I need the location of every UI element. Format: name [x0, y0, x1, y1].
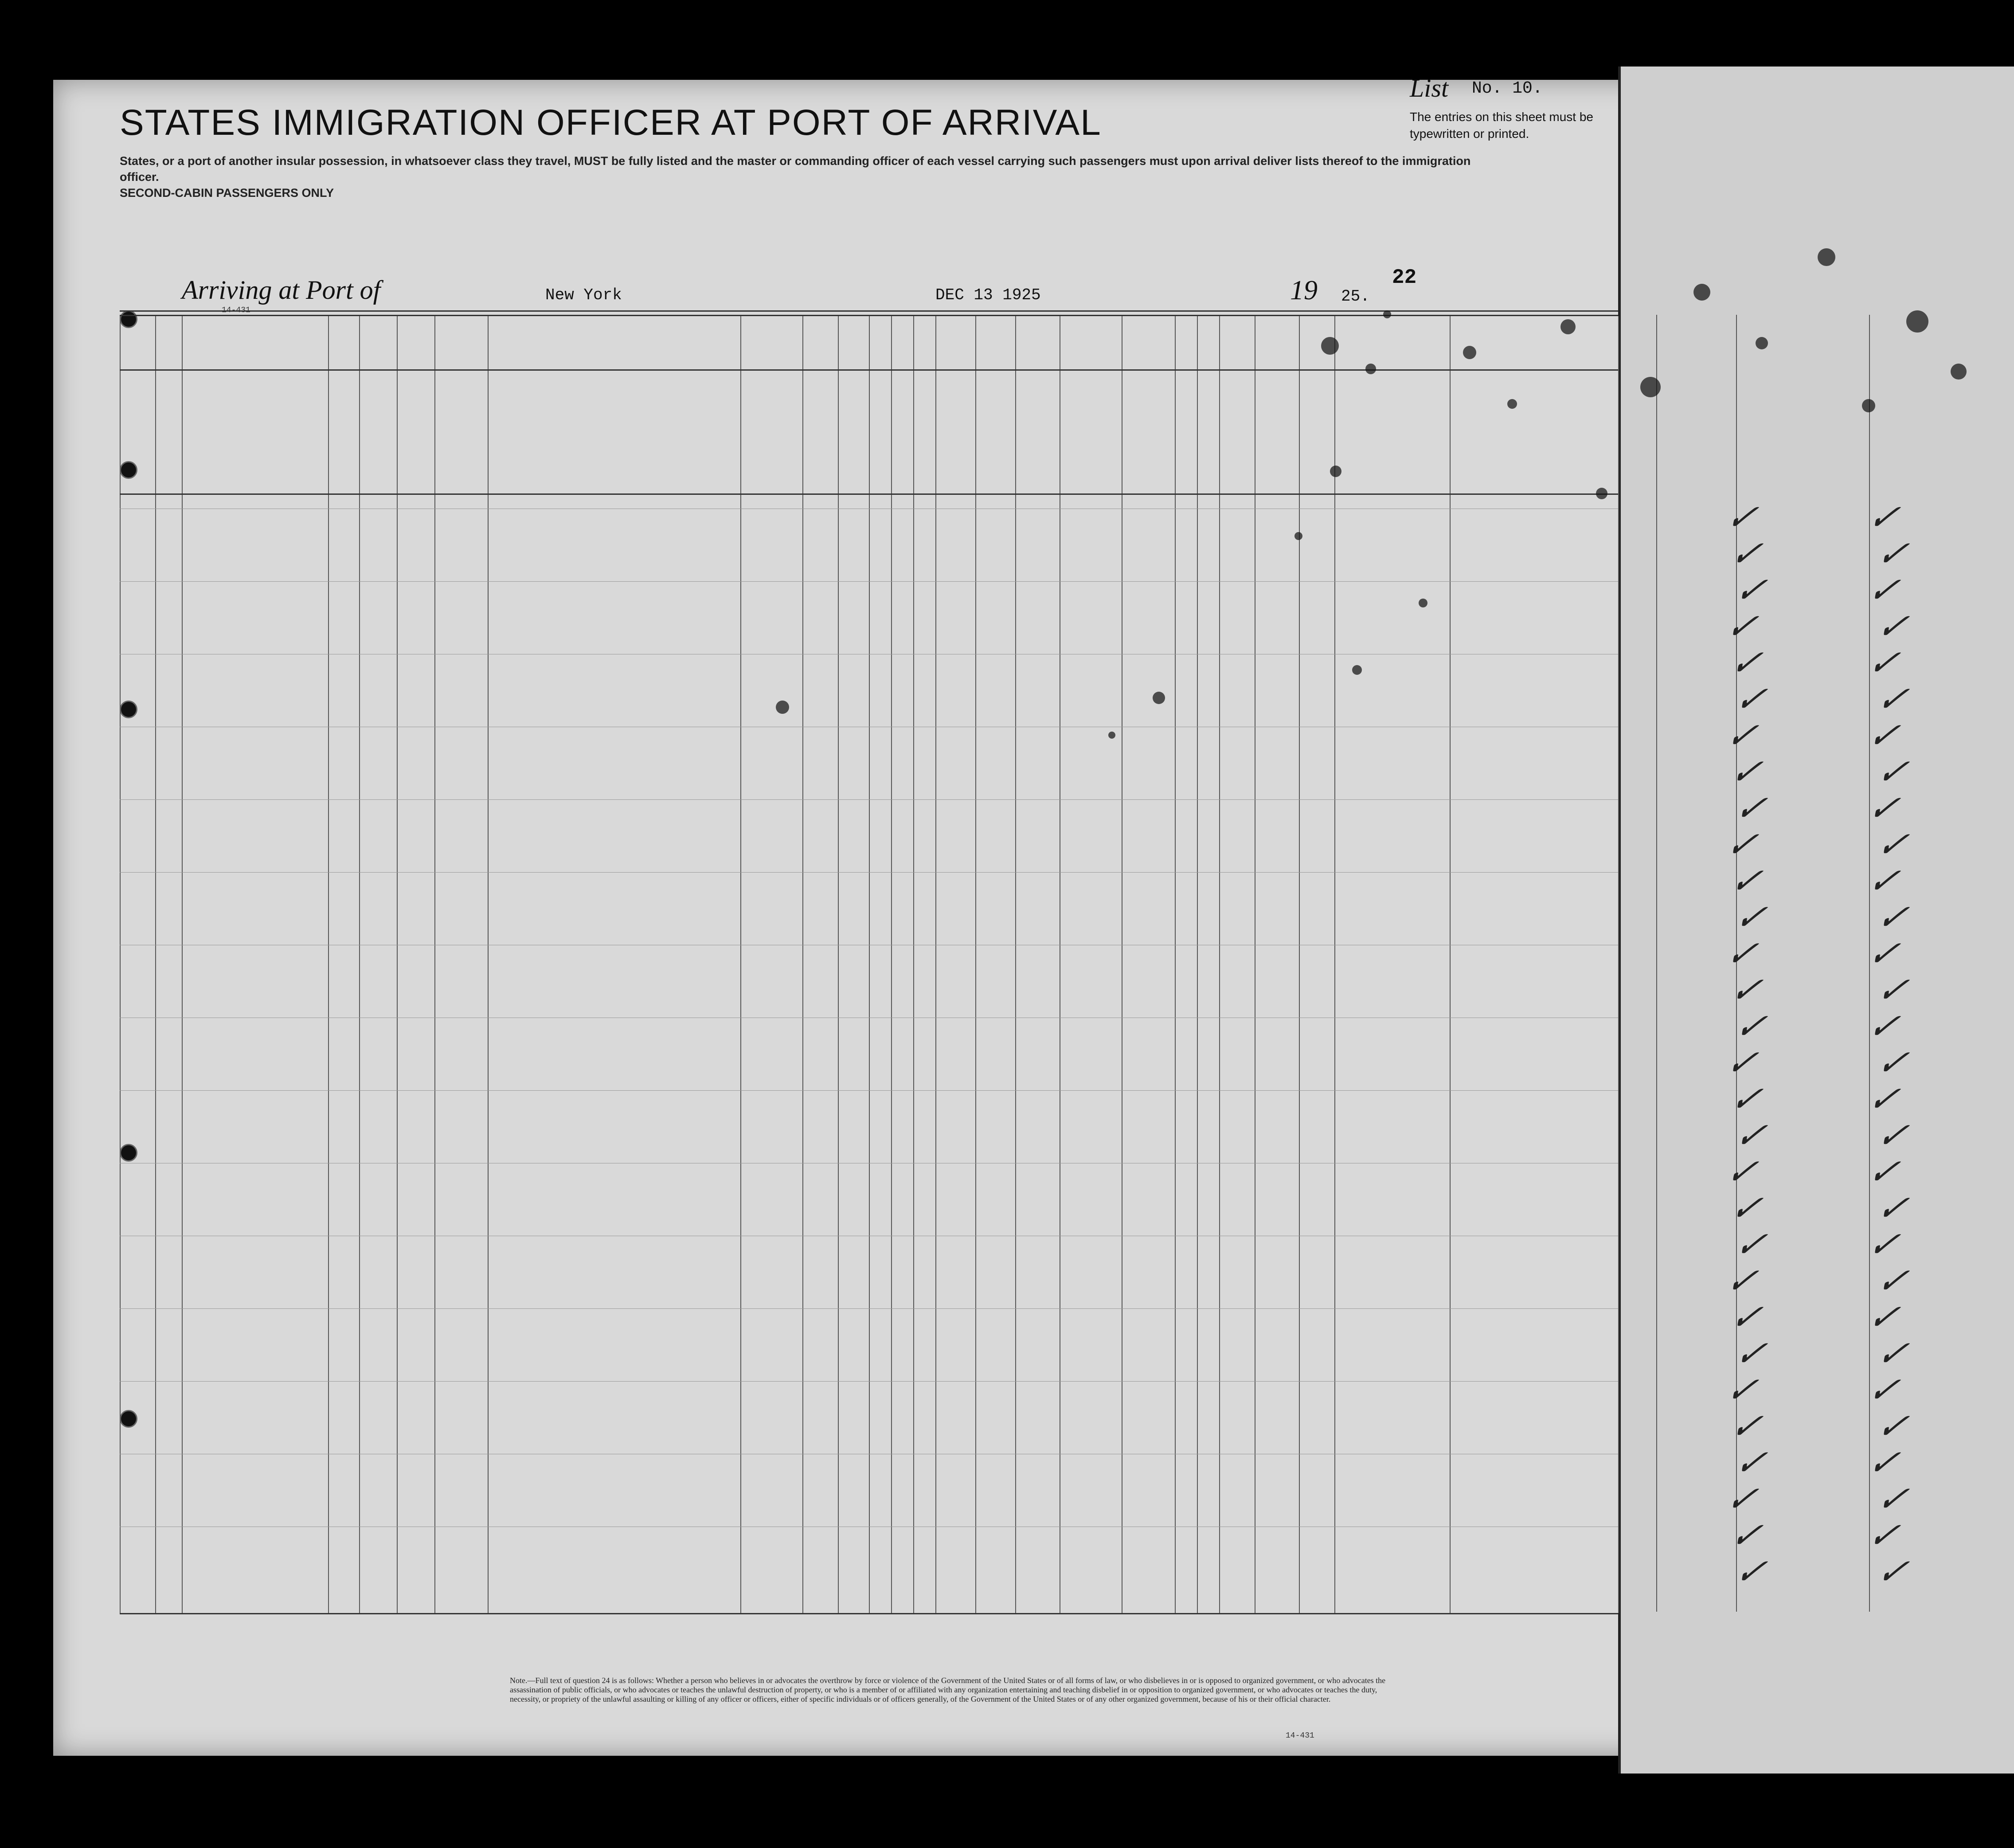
- column-divider: [328, 316, 329, 1613]
- row-rule: [120, 872, 1618, 873]
- ink-stain: [1862, 399, 1875, 412]
- check-mark-icon: ✓: [1721, 1153, 1762, 1192]
- column-subheading-where: [437, 467, 485, 485]
- column-subheading-year: [399, 462, 432, 489]
- ink-stain: [1330, 466, 1341, 477]
- column-divider: [913, 316, 914, 1613]
- column-heading-marks: [1337, 365, 1447, 489]
- year-suffix: 25.: [1341, 287, 1370, 305]
- column-divider: [155, 316, 156, 1613]
- column-heading-joining-relative: [492, 365, 736, 489]
- arrival-port-row: [120, 275, 1618, 312]
- check-mark-icon: ✓: [1730, 1444, 1771, 1483]
- check-mark-icon: ✓: [1863, 1371, 1904, 1410]
- column-divider: [975, 316, 976, 1613]
- column-heading-passage-paid: [186, 365, 324, 489]
- column-subheading-country: [1452, 465, 1527, 478]
- ink-stain: [1463, 346, 1476, 359]
- check-mark-icon: ✓: [1863, 571, 1904, 610]
- manifest-table: [120, 315, 1618, 1614]
- column-divider: [1656, 315, 1657, 1612]
- check-mark-icon: ✓: [1726, 1298, 1767, 1337]
- check-mark-icon: ✓: [1721, 607, 1762, 646]
- ink-stain: [1693, 284, 1710, 301]
- column-divider: [1197, 316, 1198, 1613]
- ink-stain: [1108, 732, 1115, 739]
- column-divider: [740, 316, 741, 1613]
- check-mark-icon: ✓: [1726, 644, 1767, 683]
- column-heading-visa-number: [1656, 408, 1732, 452]
- column-heading-health: [1062, 365, 1119, 489]
- check-mark-icon: ✓: [1730, 1116, 1771, 1155]
- check-mark-icon: ✓: [1726, 1189, 1767, 1228]
- check-mark-icon: ✓: [1730, 1335, 1771, 1374]
- check-mark-icon: ✓: [1872, 826, 1913, 865]
- port-value: New York: [545, 286, 622, 304]
- check-mark-icon: ✓: [1872, 1044, 1913, 1083]
- ink-stain: [1383, 310, 1391, 318]
- check-mark-icon: ✓: [1863, 1153, 1904, 1192]
- ink-stain: [1818, 248, 1835, 266]
- form-code-bottom: 14-431: [1286, 1731, 1314, 1740]
- check-mark-icon: ✓: [1872, 1116, 1913, 1155]
- column-divider: [1175, 316, 1176, 1613]
- column-divider: [120, 316, 121, 1613]
- entries-note: The entries on this sheet must be typewritten or printed.: [1410, 110, 1593, 141]
- column-heading-fifty-dollars: [332, 365, 356, 489]
- column-divider: [488, 316, 489, 1613]
- check-mark-icon: ✓: [1721, 935, 1762, 974]
- column-divider: [359, 316, 360, 1613]
- ink-stain: [1560, 319, 1576, 334]
- column-subheading-if-yes: [399, 436, 483, 449]
- column-divider: [1450, 316, 1451, 1613]
- ink-stain: [1906, 310, 1928, 333]
- check-mark-icon: ✓: [1730, 1553, 1771, 1592]
- ink-stain: [1352, 665, 1362, 675]
- check-mark-icon: ✓: [1863, 498, 1904, 537]
- column-subheading-inches: [1198, 462, 1219, 489]
- check-mark-icon: ✓: [1863, 1516, 1904, 1555]
- row-rule: [120, 1308, 1618, 1309]
- check-mark-icon: ✓: [1863, 1080, 1904, 1119]
- page-number: 22: [1392, 266, 1417, 289]
- arrival-date: DEC 13 1925: [935, 286, 1041, 304]
- check-mark-icon: ✓: [1872, 680, 1913, 719]
- check-mark-icon: ✓: [1721, 1480, 1762, 1519]
- check-mark-icon: ✓: [1872, 1189, 1913, 1228]
- column-divider: [1219, 316, 1220, 1613]
- ink-stain: [1756, 337, 1768, 349]
- column-divider: [935, 316, 936, 1613]
- cabin-class-label: SECOND-CABIN PASSENGERS ONLY: [120, 186, 334, 200]
- list-label: List: [1410, 74, 1449, 102]
- instructions-text: [120, 153, 1472, 201]
- check-mark-icon: ✓: [1863, 1007, 1904, 1046]
- column-heading-deformed: [1124, 365, 1173, 489]
- check-mark-icon: ✓: [1863, 789, 1904, 828]
- check-mark-icon: ✓: [1872, 1480, 1913, 1519]
- column-heading-complexion: [1221, 365, 1252, 489]
- adjacent-sheet-edge: [1618, 67, 2014, 1774]
- column-heading-polygamist: [871, 365, 891, 489]
- arriving-label: Arriving at Port of: [182, 275, 381, 305]
- column-subheading-hair: [1257, 467, 1297, 480]
- check-mark-icon: ✓: [1872, 753, 1913, 792]
- column-divider: [1015, 316, 1016, 1613]
- check-mark-icon: ✓: [1730, 789, 1771, 828]
- ink-stain: [776, 701, 789, 714]
- ink-stain: [1596, 488, 1607, 499]
- list-number: No. 10.: [1472, 79, 1543, 98]
- check-mark-icon: ✓: [1863, 1298, 1904, 1337]
- form-code: 14-431: [222, 306, 250, 315]
- check-mark-icon: ✓: [1872, 535, 1913, 574]
- column-heading-list-no: [122, 365, 153, 489]
- check-mark-icon: ✓: [1730, 680, 1771, 719]
- column-divider: [1334, 316, 1335, 1613]
- row-rule: [120, 1090, 1618, 1091]
- column-divider: [869, 316, 870, 1613]
- footnote: Note.—Full text of question 24 is as follows: Whether a person who believes in or advocates the overthrow by force or violence of the Government of the United States or of all forms of law, or who disbelieves in or is opposed to organized government, or who advocates the assassination of public officials, or who advocates or teaches the unlawful destruction of property, or who is a member of or affiliated with any organization entertaining and teaching disbelief in or opposition to organized government, or who advocates or teaches the duty, necessity, or propriety of the unlawful assaulting or killing of any officer or officers, either of specific individuals or of officers generally, of the Government of the United States or of any other organized government, because of his or their official character.: [510, 1676, 1386, 1703]
- check-mark-icon: ✓: [1726, 1516, 1767, 1555]
- column-heading-anarchist: [893, 365, 913, 489]
- check-mark-icon: ✓: [1872, 1407, 1913, 1446]
- check-mark-icon: ✓: [1730, 1007, 1771, 1046]
- ink-stain: [1321, 337, 1339, 355]
- check-mark-icon: ✓: [1721, 1262, 1762, 1301]
- column-subheading-yes-no: [361, 445, 395, 471]
- check-mark-icon: ✓: [1863, 935, 1904, 974]
- ink-stain: [1640, 377, 1661, 397]
- row-rule: [120, 1381, 1618, 1382]
- column-heading-issued-at: [1754, 412, 1851, 430]
- ink-stain: [1419, 599, 1427, 607]
- ink-stain: [1153, 692, 1165, 704]
- check-mark-icon: ✓: [1726, 1080, 1767, 1119]
- column-heading-purpose: [743, 365, 867, 489]
- check-mark-icon: ✓: [1721, 826, 1762, 865]
- check-mark-icon: ✓: [1872, 607, 1913, 646]
- column-heading-list-no: [1621, 403, 1656, 448]
- check-mark-icon: ✓: [1872, 1262, 1913, 1301]
- column-divider: [434, 316, 435, 1613]
- check-mark-icon: ✓: [1863, 1444, 1904, 1483]
- column-heading-date: [1905, 412, 1984, 430]
- check-mark-icon: ✓: [1721, 716, 1762, 756]
- check-mark-icon: ✓: [1726, 971, 1767, 1010]
- page-title: STATES IMMIGRATION OFFICER AT PORT OF ARRIVAL: [120, 102, 1102, 143]
- check-mark-icon: ✓: [1726, 753, 1767, 792]
- year-prefix: 19: [1290, 275, 1318, 305]
- check-mark-icon: ✓: [1730, 571, 1771, 610]
- check-mark-icon: ✓: [1721, 1044, 1762, 1083]
- column-divider: [838, 316, 839, 1613]
- column-divider: [1618, 316, 1619, 1613]
- column-divider: [891, 316, 892, 1613]
- column-divider: [1299, 316, 1300, 1613]
- check-mark-icon: ✓: [1863, 1225, 1904, 1265]
- check-mark-icon: ✓: [1726, 862, 1767, 901]
- column-subheading-eyes: [1299, 467, 1332, 480]
- column-subheading-feet: [1177, 462, 1197, 489]
- ink-stain: [1507, 399, 1517, 409]
- instructions-line: States, or a port of another insular possession, in whatsoever class they travel, MUST be fully listed and the master or commanding officer of each vessel carrying such passengers must upon arrival deliver lists thereof to the immigration officer.: [120, 154, 1471, 184]
- check-mark-icon: ✓: [1872, 1553, 1913, 1592]
- check-mark-icon: ✓: [1726, 535, 1767, 574]
- column-divider: [802, 316, 803, 1613]
- row-rule: [120, 581, 1618, 582]
- check-mark-icon: ✓: [1721, 498, 1762, 537]
- check-mark-icon: ✓: [1730, 1225, 1771, 1265]
- check-mark-icon: ✓: [1863, 644, 1904, 683]
- check-mark-icon: ✓: [1863, 716, 1904, 756]
- column-divider: [397, 316, 398, 1613]
- check-mark-icon: ✓: [1872, 898, 1913, 937]
- check-mark-icon: ✓: [1721, 1371, 1762, 1410]
- column-divider: [182, 316, 183, 1613]
- check-mark-icon: ✓: [1872, 1335, 1913, 1374]
- column-subheading-city: [1532, 465, 1616, 478]
- check-mark-icon: ✓: [1872, 971, 1913, 1010]
- ink-stain: [1951, 364, 1967, 380]
- check-mark-icon: ✓: [1726, 1407, 1767, 1446]
- column-heading-ticket: [157, 365, 180, 489]
- header-rule: [120, 493, 1618, 495]
- row-rule: [120, 799, 1618, 800]
- ink-stain: [1365, 364, 1376, 374]
- check-mark-icon: ✓: [1863, 862, 1904, 901]
- ink-stain: [1294, 532, 1302, 540]
- check-mark-icon: ✓: [1730, 898, 1771, 937]
